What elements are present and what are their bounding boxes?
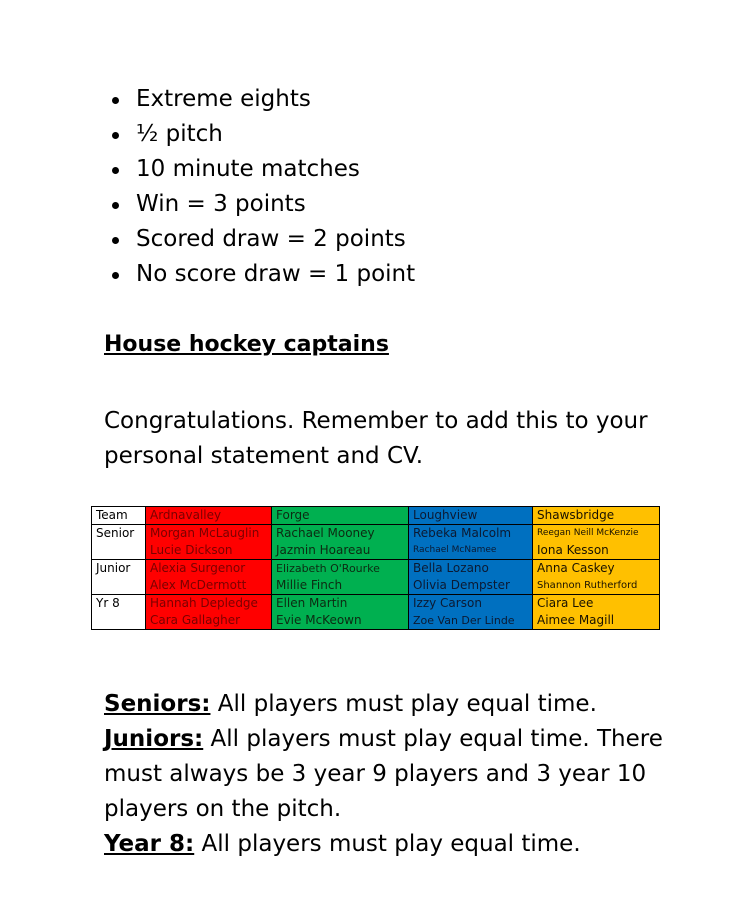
note-year-8 bbox=[104, 827, 684, 862]
table-row bbox=[92, 560, 660, 595]
bullet-icon bbox=[112, 202, 119, 209]
captain-name: Hannah Depledge bbox=[150, 596, 258, 610]
captain-cell bbox=[272, 560, 409, 595]
rules-list-item bbox=[112, 257, 415, 292]
table-header-row bbox=[92, 507, 660, 525]
table-row bbox=[92, 595, 660, 630]
rules-list-item bbox=[112, 187, 415, 222]
captain-name: Anna Caskey bbox=[537, 561, 615, 575]
row-label: Junior bbox=[92, 560, 146, 595]
rule-text: No score draw = 1 point bbox=[136, 261, 416, 287]
team-notes bbox=[104, 687, 684, 862]
rule-text: ½ pitch bbox=[136, 121, 223, 147]
captain-cell bbox=[272, 525, 409, 560]
section-heading: House hockey captains bbox=[104, 332, 389, 357]
captain-name: Rachael McNamee bbox=[413, 545, 497, 555]
house-header-loughview: Loughview bbox=[409, 507, 533, 525]
captain-name: Millie Finch bbox=[276, 578, 343, 592]
rule-text: 10 minute matches bbox=[136, 156, 360, 182]
rules-list-item bbox=[112, 222, 415, 257]
captain-cell bbox=[533, 560, 660, 595]
captain-name: Iona Kesson bbox=[537, 543, 609, 557]
captain-name: Reegan Neill McKenzie bbox=[537, 528, 639, 538]
captain-name: Rachael Mooney bbox=[276, 526, 375, 540]
house-header-forge: Forge bbox=[272, 507, 409, 525]
bullet-icon bbox=[112, 97, 119, 104]
captain-cell bbox=[272, 595, 409, 630]
captain-cell bbox=[409, 525, 533, 560]
captain-name: Aimee Magill bbox=[537, 613, 615, 627]
note-label: Juniors: bbox=[104, 726, 204, 752]
note-label: Year 8: bbox=[104, 831, 195, 857]
rules-list-item bbox=[112, 117, 415, 152]
captains-table bbox=[91, 506, 660, 630]
table-row bbox=[92, 525, 660, 560]
captain-name: Zoe Van Der Linde bbox=[413, 614, 515, 627]
rules-list-item bbox=[112, 82, 415, 117]
captain-name: Jazmin Hoareau bbox=[276, 543, 371, 557]
captain-name: Alexia Surgenor bbox=[150, 561, 246, 575]
captain-name: Shannon Rutherford bbox=[537, 580, 638, 591]
note-seniors bbox=[104, 687, 684, 722]
rules-list-item bbox=[112, 152, 415, 187]
captain-cell bbox=[146, 525, 272, 560]
bullet-icon bbox=[112, 167, 119, 174]
captain-cell bbox=[409, 560, 533, 595]
bullet-icon bbox=[112, 132, 119, 139]
captain-cell bbox=[533, 525, 660, 560]
team-header-cell: Team bbox=[92, 507, 146, 525]
captain-name: Lucie Dickson bbox=[150, 543, 233, 557]
captain-cell bbox=[146, 560, 272, 595]
rule-text: Win = 3 points bbox=[136, 191, 306, 217]
captain-name: Olivia Dempster bbox=[413, 578, 510, 592]
rule-text: Scored draw = 2 points bbox=[136, 226, 406, 252]
captain-name: Izzy Carson bbox=[413, 596, 482, 610]
captain-name: Cara Gallagher bbox=[150, 613, 241, 627]
bullet-icon bbox=[112, 272, 119, 279]
rule-text: Extreme eights bbox=[136, 86, 311, 112]
captain-name: Bella Lozano bbox=[413, 561, 489, 575]
house-header-ardnavalley: Ardnavalley bbox=[146, 507, 272, 525]
captain-name: Morgan McLauglin bbox=[150, 526, 260, 540]
note-text: All players must play equal time. bbox=[194, 831, 581, 857]
captain-name: Rebeka Malcolm bbox=[413, 526, 512, 540]
captain-name: Ellen Martin bbox=[276, 596, 348, 610]
note-text: All players must play equal time. bbox=[210, 691, 597, 717]
row-label: Yr 8 bbox=[92, 595, 146, 630]
note-juniors bbox=[104, 722, 684, 827]
congratulations-paragraph: Congratulations. Remember to add this to your personal statement and CV. bbox=[104, 408, 648, 469]
captain-cell bbox=[146, 595, 272, 630]
captain-name: Elizabeth O'Rourke bbox=[276, 562, 380, 575]
house-header-shawsbridge: Shawsbridge bbox=[533, 507, 660, 525]
note-text: All players must play equal time. There must always be 3 year 9 players and 3 year 10 players on the pitch. bbox=[104, 726, 663, 822]
captain-name: Alex McDermott bbox=[150, 578, 247, 592]
captain-cell bbox=[409, 595, 533, 630]
captain-cell bbox=[533, 595, 660, 630]
bullet-icon bbox=[112, 237, 119, 244]
captain-name: Ciara Lee bbox=[537, 596, 594, 610]
note-label: Seniors: bbox=[104, 691, 211, 717]
rules-list bbox=[112, 82, 415, 292]
row-label: Senior bbox=[92, 525, 146, 560]
captain-name: Evie McKeown bbox=[276, 613, 362, 627]
